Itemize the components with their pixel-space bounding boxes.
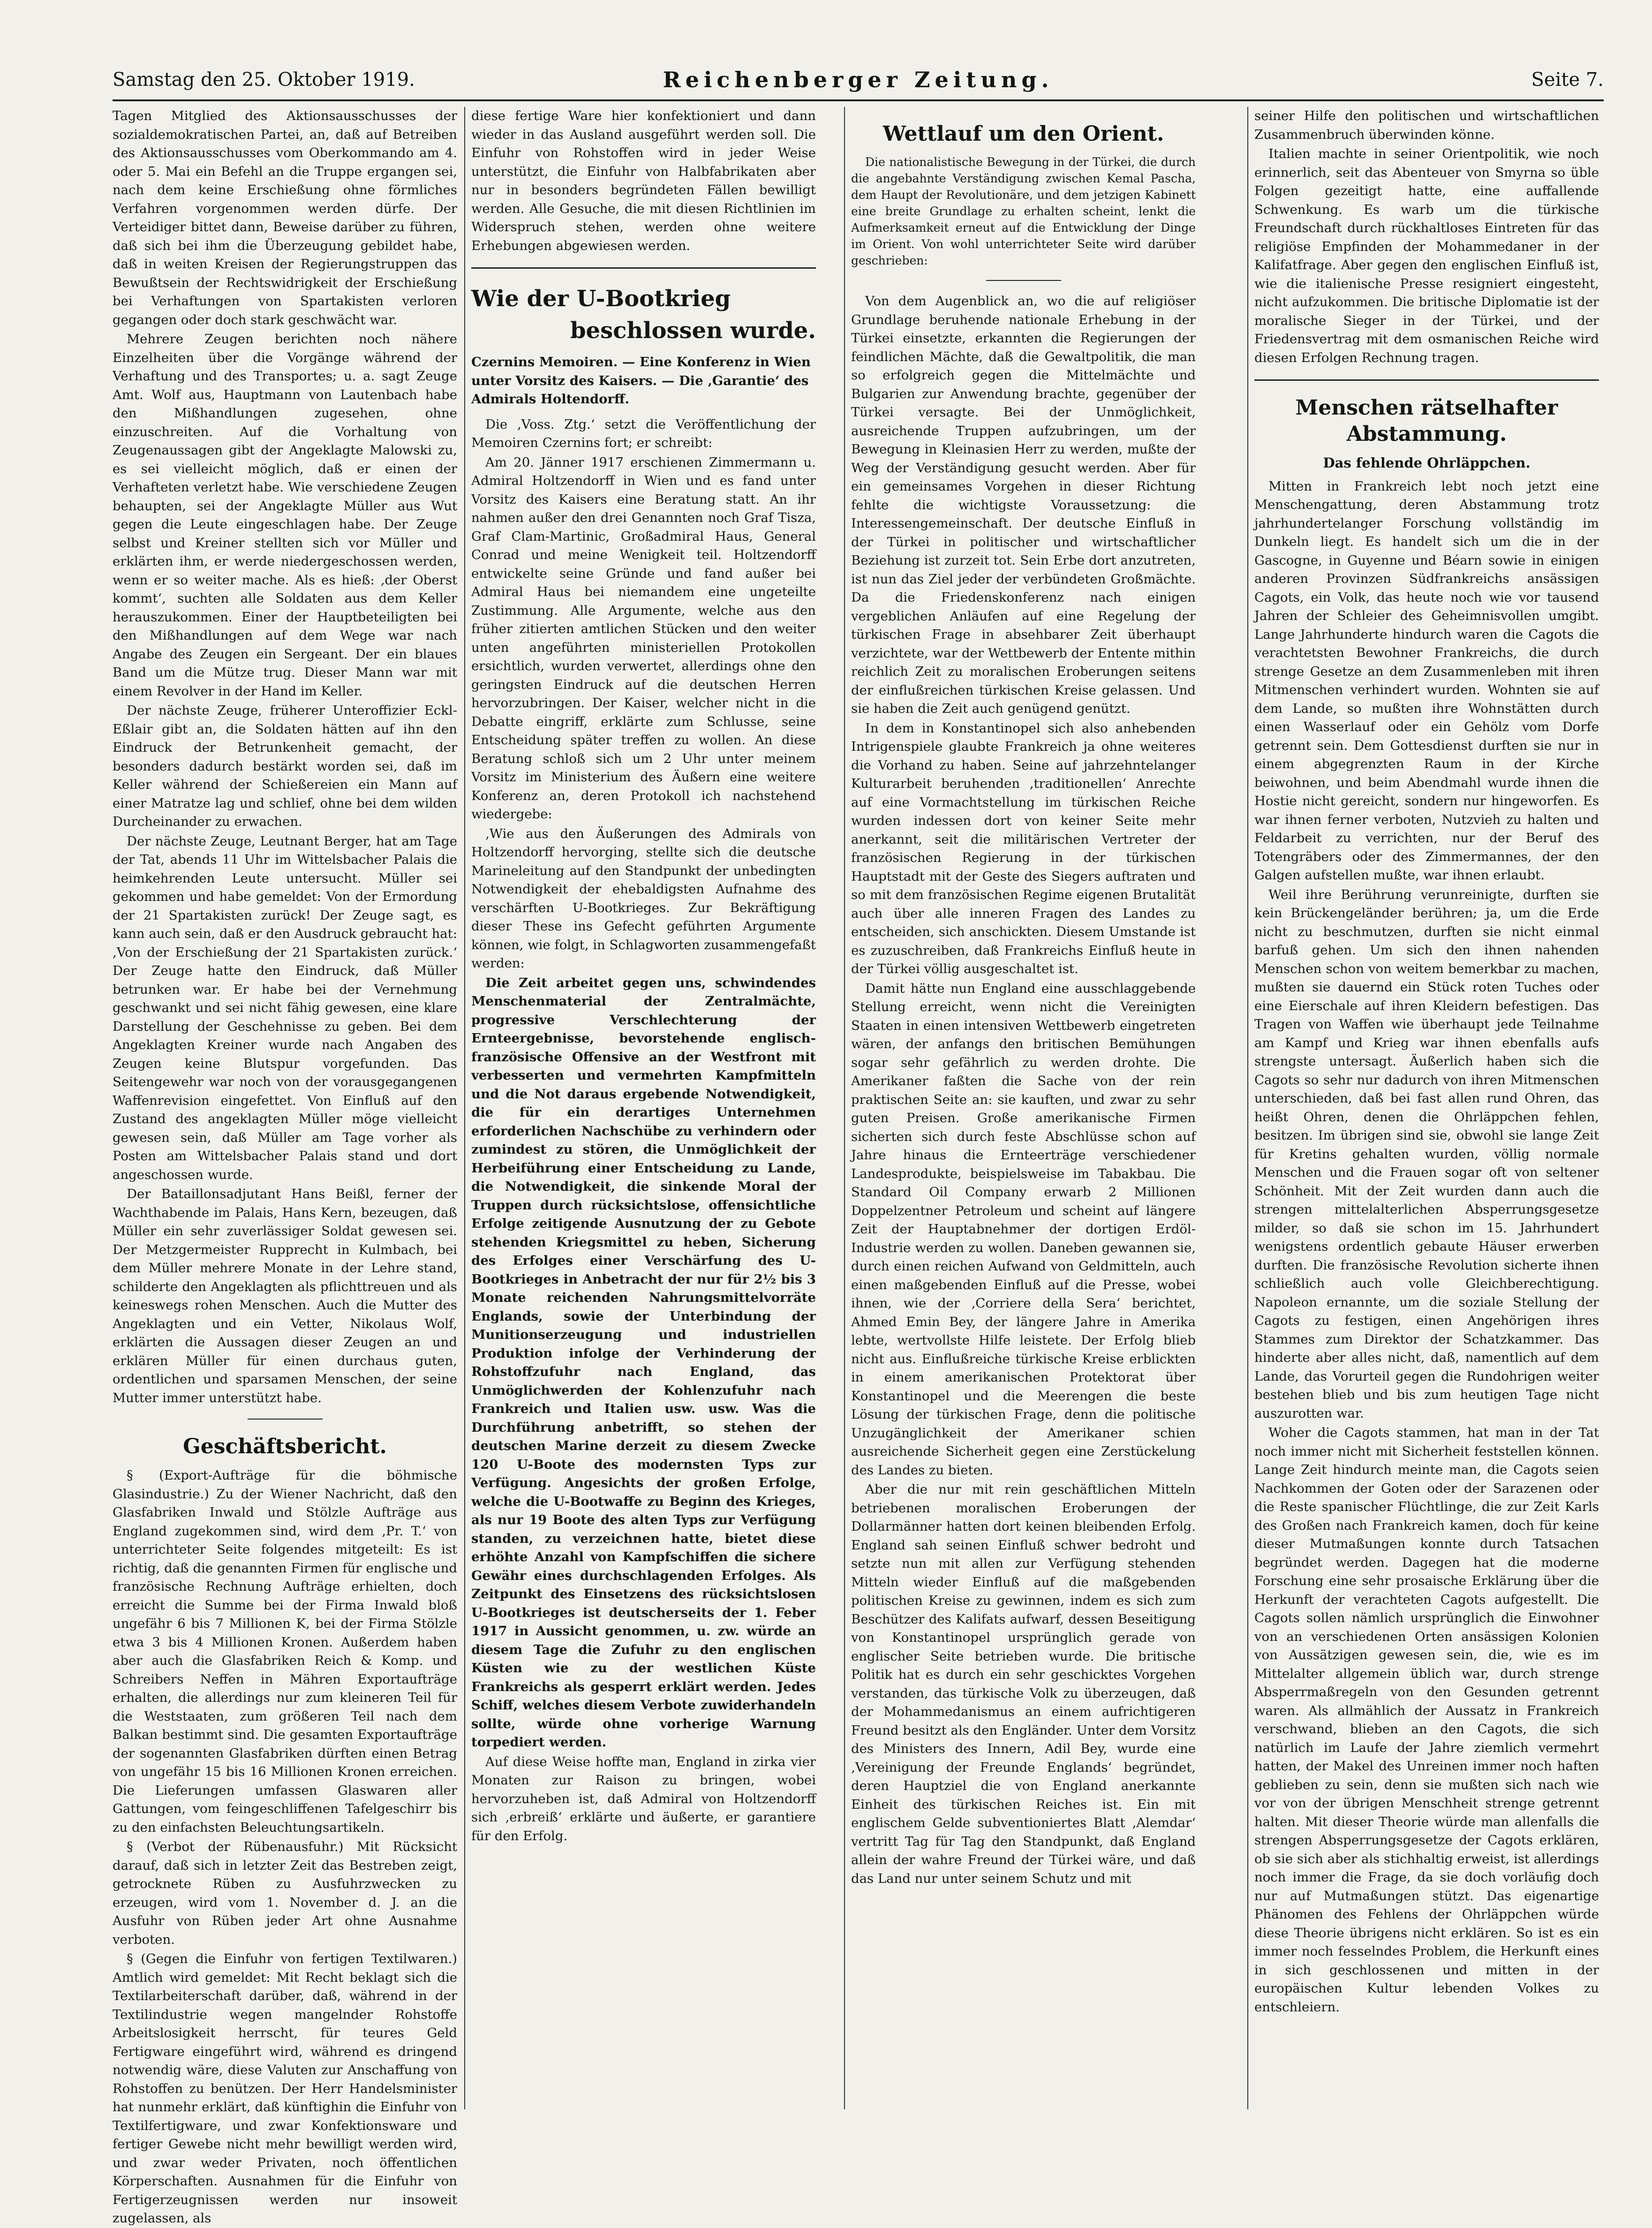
section-separator xyxy=(471,267,816,269)
paragraph: Auf diese Weise hoffte man, England in zirka vier Monaten zur Raison zu bringen, wobei hervorzuheben ist, daß Admiral von Holtzendorff sich ‚erbreiß‘ erklärte und äußerte, er garantiere für den Erfolg. xyxy=(471,1754,816,1843)
article-subheading: Das fehlende Ohrläppchen. xyxy=(1323,455,1531,471)
column-3 xyxy=(851,107,1196,2147)
paragraph: Italien machte in seiner Orientpolitik, wie noch erinnerlich, seit das Abenteuer von Smyrna so üble Folgen gezeitigt hatte, eine auffallende Schwenkung. Es warb um die türkische Freundschaft durch rückhaltloses Eintreten für das religiöse Empfinden der Mohammedaner in der Kalifatfrage. Aber gegen den englischen Einfluß ist, wie die italienische Presse resigniert eingesteht, nicht aufzukommen. Die britische Diplomatie ist der moralische Sieger in der Türkei, und der Friedensvertrag mit dem osmanischen Reiche wird diesen Erfolgen Rechnung tragen. xyxy=(1254,146,1599,365)
paragraph: Aber die nur mit rein geschäftlichen Mitteln betriebenen moralischen Eroberungen der Dollarmänner hatten dort keinen bleibenden Erfolg. England sah seinen Einfluß schwer bedroht und setzte nun mit allen zur Verfügung stehenden Mitteln wieder Einfluß auf die maßgebenden politischen Kreise zu gewinnen, indem es sich zum Beschützer des Kalifats aufwarf, dessen Beseitigung von Konstantinopel ursprünglich gerade von englischer Seite betrieben wurde. Die britische Politik hat es durch ein sehr geschicktes Vorgehen verstanden, das türkische Volk zu überzeugen, daß der Mohammedanismus an einem aufrichtigeren Freund besitzt als den Engländer. Unter dem Vorsitz des Ministers des Innern, Adil Bey, wurde eine ‚Vereinigung der Freunde Englands‘ begründet, deren Hauptziel die von England anerkannte Einheit des türkischen Reiches ist. Ein mit englischem Gelde subventioniertes Blatt ‚Alemdar‘ vertritt Tag für Tag den Standpunkt, daß England allein der wahre Freund der Türkei wäre, und daß das Land nur unter seinem Schutz und mit xyxy=(851,1482,1196,1886)
section-separator xyxy=(986,280,1061,281)
paragraph: Woher die Cagots stammen, hat man in der Tat noch immer nicht mit Sicherheit feststellen können. Lange Zeit hindurch meinte man, die Cagots seien Nachkommen der Goten oder der Sarazenen oder die Reste spanischer Flüchtlinge, die zur Zeit Karls des Großen nach Frankreich kamen, doch für keine dieser Mutmaßungen konnte durch Tatsachen begründet werden. Dagegen hat die moderne Forschung eine sehr prosaische Erklärung über die Herkunft der verachteten Cagots aufgestellt. Die Cagots sollen nämlich ursprünglich die Einwohner von an verschiedenen Orten ansässigen Kolonien von Aussätzigen gewesen sein, die, wie es im Mittelalter allgemein üblich war, durch strenge Absperrmaßregeln von den Gesunden getrennt waren. Als allmählich der Aussatz in Frankreich verschwand, blieben an den Cagots, die sich natürlich im Laufe der Jahre ziemlich vermehrt hatten, der Makel des Unreinen immer noch haften geblieben zu sein, denn sie mußten sich nach wie vor von der übrigen Menschheit strenge getrennt halten. Mit dieser Theorie würde man allenfalls die strengen Absperrungsgesetze der Cagots erklären, ob sie sich aber als stichhaltig erweist, ist allerdings noch immer die Frage, da sie doch vorläufig doch nur auf Mutmaßungen stützt. Das eigenartige Phänomen des Fehlens der Ohrläppchen würde diese Theorie übrigens nicht erklären. So ist es ein immer noch fesselndes Problem, die Herkunft eines in sich geschlossenen und mitten in der europäischen Kultur lebenden Volkes zu entschleiern. xyxy=(1254,1425,1599,2015)
paragraph: Der nächste Zeuge, früherer Unteroffizier Eckl-Eßlair gibt an, die Soldaten hätten auf ihn den Eindruck der Betrunkenheit gemacht, der besonders dadurch bestärkt worden sei, daß im Keller während der Schießereien ein Mann auf einer Matratze lag und schlief, ohne bei dem wilden Durcheinander zu erwachen. xyxy=(113,703,457,829)
article-heading: Menschen rätselhafter Abstammung. xyxy=(1295,396,1558,446)
page-header xyxy=(113,63,1604,96)
paragraph: Mehrere Zeugen berichten noch nähere Einzelheiten über die Vorgänge während der Verhaftung und des Transportes; u. a. sagt Zeuge Amt. Wolf aus, Hauptmann von Lautenbach habe den Mißhandlungen zugesehen, ohne einzuschreiten. Auf die Vorhaltung von Zeugenaussagen gibt der Angeklagte Malowski zu, es sei vielleicht möglich, daß er einen der Verhafteten verletzt habe. Wie verschiedene Zeugen behaupten, sei der Angeklagte Müller aus Wut gegen die Leute eingeschlagen habe. Der Zeuge selbst und Kreiner stellten sich vor Müller und erklärten ihm, er werde niedergeschossen werden, wenn er so weiter mache. Als es hieß: ‚der Oberst kommt‘, suchten alle Soldaten aus dem Keller herauszukommen. Einer der Hauptbeteiligten bei den Mißhandlungen auf dem Wege war nach Angabe des Zeugen ein Sergeant. Der ein blaues Band um die Mütze trug. Dieser Mann war mit einem Revolver in der Hand im Keller. xyxy=(113,332,457,699)
paragraph: Tagen Mitglied des Aktionsausschusses der sozialdemokratischen Partei, an, daß auf Betreiben des Aktionsausschusses vom Oberkommando am 4. oder 5. Mai ein Befehl an die Truppe ergangen sei, nach dem keine Erschießung ohne förmliches Verfahren vorgenommen werden dürfe. Der Verteidiger bittet dann, Beweise darüber zu führen, daß sich bei ihm die Überzeugung gebildet habe, daß in weiten Kreisen der Regierungstruppen das Bewußtsein der Rechtswidrigkeit der Erschießung bei Verhaftungen von Spartakisten verloren gegangen oder doch stark geschwächt war. xyxy=(113,108,457,327)
paragraph: Damit hätte nun England eine ausschlaggebende Stellung erreicht, wenn nicht die Vereinigten Staaten in einen intensiven Wettbewerb eingetreten wären, der anfangs den britischen Bemühungen sogar sehr gefährlich zu werden drohte. Die Amerikaner faßten die Sache von der rein praktischen Seite an: sie kauften, und zwar zu sehr guten Preisen. Große amerikanische Firmen sicherten sich durch feste Abschlüsse schon auf Jahre hinaus die Ernteerträge verschiedener Landesprodukte, beispielsweise im Tabakbau. Die Standard Oil Company erwarb 2 Millionen Doppelzentner Petroleum und scheint auf längere Zeit der Hauptabnehmer der dortigen Erdöl-Industrie werden zu wollen. Daneben gewannen sie, durch einen reichen Aufwand von Geldmitteln, auch einen maßgebenden Einfluß auf die Presse, wobei ihnen, wie der ‚Corriere della Sera‘ berichtet, Ahmed Emin Bey, der längere Jahre in Amerika lebte, wertvollste Hilfe leistete. Der Erfolg blieb nicht aus. Einflußreiche türkische Kreise erblickten in einem amerikanischen Protektorat über Konstantinopel und die Meerengen die beste Lösung der türkischen Frage, denn die politische Unzugänglichkeit der Amerikaner schien ausreichende Sicherheit gegen eine Zerstückelung des Landes zu bieten. xyxy=(851,981,1196,1478)
paragraph: Von dem Augenblick an, wo die auf religiöser Grundlage beruhende nationale Erhebung in der Türkei einsetzte, erkannten die Regierungen der feindlichen Mächte, daß die Gewaltpolitik, die man so erfolgreich gegen die Mittelmächte und Bulgarien zur Anwendung brachte, gegenüber der Türkei versagte. Bei der Unmöglichkeit, ausreichende Truppen aufzubringen, um der Bewegung in Kleinasien Herr zu werden, mußte der Weg der Verständigung gesucht werden. Aber für ein gemeinsames Vorgehen in dieser Richtung fehlte die wichtigste Voraussetzung: die Interessengemeinschaft. Der deutsche Einfluß in der Türkei in politischer und wirtschaftlicher Beziehung ist zurzeit tot. Sein Erbe dort anzutreten, ist nun das Ziel jeder der verbündeten Großmächte. Da die Friedenskonferenz nach einigen vergeblichen Anläufen auf eine Regelung der türkischen Frage in absehbarer Zeit überhaupt verzichtete, war der Wettbewerb der Entente mithin reichlich Zeit zu moralischen Eroberungen seitens der einflußreichen türkischen Kreise gelassen. Und sie haben die Zeit auch genügend genützt. xyxy=(851,294,1196,716)
paragraph: Weil ihre Berührung verunreinigte, durften sie kein Brückengeländer berühren; ja, um die Erde nicht zu beschmutzen, durften sie nicht einmal barfuß gehen. Um sich den ihnen nahenden Menschen schon von weitem bemerkbar zu machen, mußten sie dauernd ein Stück roten Tuches oder eine Eierschale auf ihren Kleidern befestigen. Das Tragen von Waffen wie überhaupt jede Teilnahme am Kampf und Krieg war ihnen ebenfalls aufs strengste untersagt. Äußerlich haben sich die Cagots so sehr nur dadurch von ihren Mitmenschen unterschieden, daß bei fast allen rund Ohren, das heißt Ohren, denen die Ohrläppchen fehlen, besitzen. Im übrigen sind sie, obwohl sie lange Zeit für Kretins gehalten wurden, völlig normale Menschen und die Frauen sogar oft von seltener Schönheit. Mit der Zeit wurden dann auch die strengen mittelalterlichen Absperrungsgesetze milder, so daß sie schon im 15. Jahrhundert wenigstens ordentlich gebaute Häuser erwerben durften. Die französische Revolution sicherte ihnen schließlich auch volle Gleichberechtigung. Napoleon ernannte, um die soziale Stellung der Cagots zu festigen, einen Angehörigen ihres Stammes zum Direktor der Schatzkammer. Das hinderte aber alles nicht, daß, namentlich auf dem Lande, das Vorurteil gegen die Rundohrigen weiter bestehen blieb und bis zum heutigen Tage nicht auszurotten war. xyxy=(1254,887,1599,1421)
page-number: Seite 7. xyxy=(1531,69,1604,91)
article-heading: Wettlauf um den Orient. xyxy=(883,122,1164,146)
paragraph: Die Zeit arbeitet gegen uns, schwindendes Menschenmaterial der Zentralmächte, progressive Verschlechterung der Ernteergebnisse, bevorstehende englisch-französische Offensive an der Westfront mit verbesserten und vermehrten Kampfmitteln und die Not daraus ergebende Notwendigkeit, die für ein derartiges Unternehmen erforderlichen Nachschübe zu verhindern oder zumindest zu stören, die Unmöglichkeit der Herbeiführung einer Entscheidung zu Lande, die Notwendigkeit, die sinkende Moral der Truppen durch rücksichtslose, offensichtliche Erfolge zeitigende Ausnutzung der zu Gebote stehenden Kriegsmittel zu heben, Sicherung des Erfolges einer Verschärfung des U-Bootkrieges in Anbetracht der nur für 2½ bis 3 Monate reichenden Nahrungsmittelvorräte Englands, sowie der Unterbindung der Munitionserzeugung und industriellen Produktion infolge der Verhinderung der Rohstoffzufuhr nach England, das Unmöglichwerden der Kohlenzufuhr nach Frankreich und Italien usw. usw. Was die Durchführung anbetrifft, so stehen der deutschen Marine derzeit zu diesem Zwecke 120 U-Boote des modernsten Typs zur Verfügung. Angesichts der großen Erfolge, welche die U-Bootwaffe zu Beginn des Krieges, als nur 19 Boote des alten Typs zur Verfügung standen, zu verzeichnen hatte, bietet diese erhöhte Anzahl von Kampfschiffen die sichere Gewähr eines durchschlagenden Erfolges. Als Zeitpunkt des Einsetzens des rücksichtslosen U-Bootkrieges ist deutscherseits der 1. Feber 1917 in Aussicht genommen, u. zw. würde an diesem Tage die Zufuhr zu den englischen Küsten wie zu der westlichen Küste Frankreichs als gesperrt erklärt werden. Jedes Schiff, welches diesem Verbote zuwiderhandeln sollte, würde ohne vorherige Warnung torpediert werden. xyxy=(471,975,816,1750)
header-rule xyxy=(113,99,1604,101)
article-heading: Wie der U-Bootkrieg xyxy=(471,286,731,312)
section-separator xyxy=(248,1419,323,1420)
paragraph: diese fertige Ware hier konfektioniert und dann wieder in das Ausland ausgeführt werden soll. Die Einfuhr von Rohstoffen wird in jeder Weise unterstützt, die Einfuhr von Halbfabrikaten aber nur in besonders begründeten Fällen bewilligt werden. Alle Gesuche, die mit diesen Richtlinien im Widerspruch stehen, werden ohne weitere Erhebungen abgewiesen werden. xyxy=(471,108,816,253)
paragraph: § (Gegen die Einfuhr von fertigen Textilwaren.) Amtlich wird gemeldet: Mit Recht beklagt sich die Textilarbeiterschaft darüber, daß, während in der Textilindustrie wegen mangelnder Rohstoffe Arbeitslosigkeit herrscht, für teures Geld Fertigware eingeführt wird, während es dringend notwendig wäre, diese Valuten zur Anschaffung von Rohstoffen zu benützen. Der Herr Handelsminister hat nunmehr erklärt, daß künftighin die Einfuhr von Textilfertigware, und zwar Konfektionsware und fertiger Gewebe nicht mehr bewilligt werden wird, und zwar weder Privaten, noch öffentlichen Körperschaften. Ausnahmen für die Einfuhr von Fertigerzeugnissen werden nur insoweit zugelassen, als xyxy=(113,1951,457,2226)
column-4 xyxy=(1254,107,1599,2147)
column-2 xyxy=(471,107,816,2147)
paragraph: Der Bataillonsadjutant Hans Beißl, ferner der Wachthabende im Palais, Hans Kern, bezeugen, daß Müller ein sehr zuverlässiger Soldat gewesen sei. Der Metzgermeister Rupprecht in Kulmbach, bei dem Müller mehrere Monate in der Lehre stand, schilderte den Angeklagten als pflichttreuen und als keineswegs rohen Menschen. Auch die Mutter des Angeklagten und ein Vetter, Nikolaus Wolf, erklärten die Aussagen dieser Zeugen an und erklären Müller für einen durchaus guten, ordentlichen und sparsamen Menschen, der seine Mutter immer unterstützt habe. xyxy=(113,1186,457,1405)
newspaper-title: Reichenberger Zeitung. xyxy=(663,67,1054,92)
column-1 xyxy=(113,107,457,2226)
issue-date: Samstag den 25. Oktober 1919. xyxy=(113,69,415,91)
column-divider xyxy=(1247,107,1248,2109)
paragraph: § (Verbot der Rübenausfuhr.) Mit Rücksicht darauf, daß sich in letzter Zeit das Bestreben zeigt, getrocknete Rüben zu Ausfuhrzwecken zu erzeugen, wird vom 1. November d. J. an die Ausfuhr von Rüben jeder Art ohne Ausnahme verboten. xyxy=(113,1839,457,1947)
paragraph: § (Export-Aufträge für die böhmische Glasindustrie.) Zu der Wiener Nachricht, daß den Glasfabriken Inwald und Stölzle Aufträge aus England zugekommen sind, wird dem ‚Pr. T.‘ von unterrichteter Seite folgendes mitgeteilt: Es ist richtig, daß die genannten Firmen für englische und französische Rechnung Aufträge erhielten, doch erreicht die Summe bei der Firma Inwald bloß ungefähr 6 bis 7 Millionen K, bei der Firma Stölzle etwa 3 bis 4 Millionen Kronen. Außerdem haben aber auch die Glasfabriken Reich & Komp. und Schreibers Neffen in Mähren Exportaufträge erhalten, die allerdings nur zum kleineren Teil für die Weststaaten, zum größeren Teil nach dem Balkan bestimmt sind. Die gesamten Exportaufträge der sogenannten Glasfabriken dürften einen Betrag von ungefähr 15 bis 16 Millionen Kronen erreichen. Die Lieferungen umfassen Glaswaren aller Gattungen, vom feingeschliffenen Tafelgeschirr bis zu den einfachsten Beleuchtungsartikeln. xyxy=(113,1468,457,1835)
paragraph: Die ‚Voss. Ztg.‘ setzt die Veröffentlichung der Memoiren Czernins fort; er schreibt: xyxy=(471,416,816,450)
paragraph: ‚Wie aus den Äußerungen des Admirals von Holtzendorff hervorging, stellte sich die deutsche Marineleitung auf den Standpunkt der unbedingten Notwendigkeit der ehebaldigsten Aufnahme des verschärften U-Bootkrieges. Zur Bekräftigung dieser These ins Gefecht geführten Argumente können, wie folgt, in Schlagworten zusammengefaßt werden: xyxy=(471,826,816,971)
column-divider xyxy=(464,107,465,2109)
paragraph: seiner Hilfe den politischen und wirtschaftlichen Zusammenbruch überwinden könne. xyxy=(1254,108,1599,142)
column-divider xyxy=(844,107,845,2109)
article-subheading: Czernins Memoiren. — Eine Konferenz in Wien unter Vorsitz des Kaisers. — Die ‚Garantie‘ des Admirals Holtendorff. xyxy=(471,355,811,407)
paragraph: Der nächste Zeuge, Leutnant Berger, hat am Tage der Tat, abends 11 Uhr im Wittelsbacher Palais die heimkehrenden Leute untersucht. Müller sei gekommen und habe gemeldet: Von der Ermordung der 21 Spartakisten zurück! Der Zeuge sagt, es kann auch sein, daß er den Ausdruck gebraucht hat: ‚Von der Erschießung der 21 Spartakisten zurück.‘ Der Zeuge hatte den Eindruck, daß Müller betrunken war. Er habe bei der Vernehmung geschwankt und sei nicht fähig gewesen, eine klare Darstellung der Geschehnisse zu geben. Bei dem Angeklagten Kreiner wurde nach Angaben des Zeugen keine Blutspur vorgefunden. Das Seitengewehr war noch von der vorausgegangenen Waffenrevision eingefettet. Von Einfluß auf den Zustand des angeklagten Müller möge vielleicht gewesen sein, daß Müller am Tage vorher als Posten am Wittelsbacher Palais stand und dort angeschossen wurde. xyxy=(113,833,457,1182)
article-heading-line-2: beschlossen wurde. xyxy=(570,317,816,344)
paragraph: In dem in Konstantinopel sich also anhebenden Intrigenspiele glaubte Frankreich ja ohne weiteres die Vorhand zu haben. Seine auf jahrzehntelanger Kulturarbeit beruhenden ‚traditionellen‘ Anrechte auf eine Vormachtstellung im türkischen Reiche wurden indessen dort von keiner Seite mehr anerkannt, seit die militärischen Vertreter der französischen Regierung in der türkischen Hauptstadt mit der Geste des Siegers auftraten und so mit dem französischen Regime eigenen Brutalität auch über alle inneren Fragen des Landes zu entscheiden, sich anschickten. Diesem Umstande ist es zuzuschreiben, daß Frankreichs Einfluß heute in der Türkei völlig ausgeschaltet ist. xyxy=(851,720,1196,976)
paragraph: Mitten in Frankreich lebt noch jetzt eine Menschengattung, deren Abstammung trotz jahrhundertelanger Forschung vollständig im Dunkeln liegt. Es handelt sich um die in der Gascogne, in Guyenne und Béarn sowie in einigen anderen Provinzen Südfrankreichs ansässigen Cagots, ein Volk, das heute noch wie vor tausend Jahren der Schleier des Geheimnisvollen umgibt. Lange Jahrhunderte hindurch waren die Cagots die verachtetsten Bewohner Frankreichs, die durch strenge Gesetze an dem Zusammenleben mit ihren Mitmenschen verhindert wurden. Wohnten sie auf dem Lande, so mußten ihre Wohnstätten durch einen Wasserlauf oder ein Gehölz vom Dorfe getrennt sein. Dem Gottesdienst durften sie nur in einem abgegrenzten Raum in der Kirche beiwohnen, und beim Abendmahl wurde ihnen die Hostie nicht gereicht, sondern nur hingeworfen. Es war ihnen ferner verboten, Nutzvieh zu halten und Feldarbeit zu verrichten, nur der Beruf des Totengräbers oder des Zimmermannes, der den Galgen aufstellen mußte, war ihnen erlaubt. xyxy=(1254,478,1599,883)
paragraph: Am 20. Jänner 1917 erschienen Zimmermann u. Admiral Holtzendorff in Wien und es fand unter Vorsitz des Kaisers eine Beratung statt. An ihr nahmen außer den drei Genannten noch Graf Tisza, Graf Clam-Martinic, Großadmiral Haus, General Conrad und meine Wenigkeit teil. Holtzendorff entwickelte seine Gründe und fand außer bei Admiral Haus bei niemandem eine ungeteilte Zustimmung. Alle Argumente, welche aus den früher zitierten amtlichen Stücken und den weiter unten angeführten ministeriellen Protokollen ersichtlich, wurden verwertet, allerdings ohne den geringsten Eindruck auf die deutschen Herren hervorzubringen. Der Kaiser, welcher nicht in die Debatte eingriff, erklärte zum Schlusse, seine Entscheidung später treffen zu wollen. An diese Beratung schloß sich um 2 Uhr unter meinem Vorsitz im Ministerium des Äußern eine weitere Konferenz an, deren Protokoll ich nachstehend wiedergebe: xyxy=(471,454,816,822)
section-separator xyxy=(1254,379,1599,381)
section-heading: Geschäftsbericht. xyxy=(183,1435,387,1458)
article-intro: Die nationalistische Bewegung in der Türkei, die durch die angebahnte Verständigung zwischen Kemal Pascha, dem Haupt der Revolutionäre, und dem jetzigen Kabinett eine breite Grundlage zu erhalten scheint, lenkt die Aufmerksamkeit erneut auf die Entwicklung der Dinge im Orient. Von wohl unterrichteter Seite wird darüber geschrieben: xyxy=(851,155,1196,267)
